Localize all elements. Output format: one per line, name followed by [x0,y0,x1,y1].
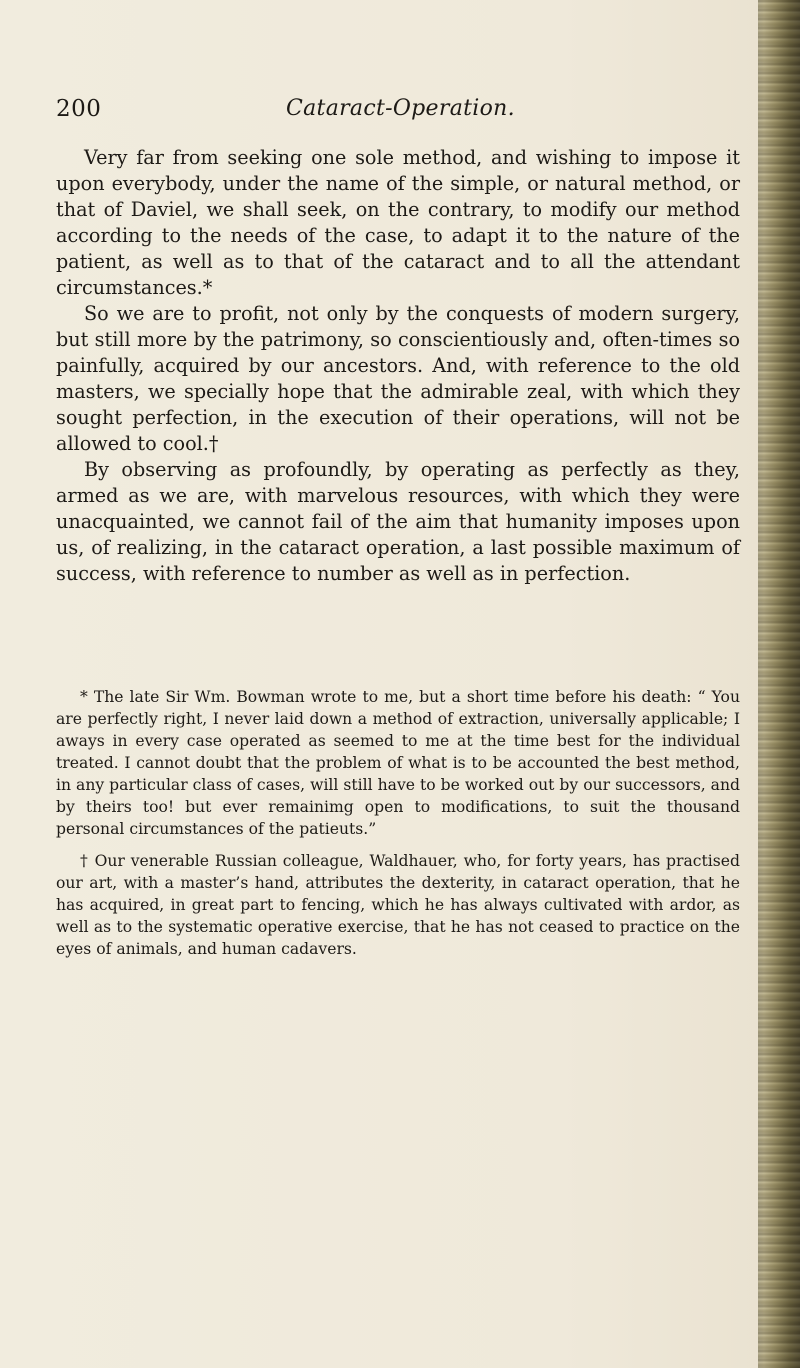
main-text [56,145,740,587]
paragraph: By observing as profoundly, by operating as perfectly as they, armed as we are, with marvelous resources, with which they were unacquainted, we cannot fail of the aim that humanity imposes upon us, of realizing, in the cataract operation, a last possible maximum of success, with reference to number as well as in perfection. [56,458,740,585]
page-header [56,96,746,128]
page-edge-binding [758,0,800,1368]
paragraph: Very far from seeking one sole method, and wishing to impose it upon everybody, under the name of the simple, or natural method, or that of Daviel, we shall seek, on the contrary, to modify our method according to the needs of the case, to adapt it to the nature of the patient, as well as to that of the cataract and to all the attendant circumstances.* [56,146,740,299]
footnote: * The late Sir Wm. Bowman wrote to me, but a short time before his death: “ You are perfectly right, I never laid down a method of extraction, universally applicable; I aways in every case operated as seemed to me at the time best for the individual treated. I cannot doubt that the problem of what is to be accounted the best method, in any particular class of cases, will still have to be worked out by our successors, and by theirs too! but ever remainimg open to modifications, to suit the thousand personal circumstances of the patieuts.” [56,688,740,838]
footnote: † Our venerable Russian colleague, Waldhauer, who, for forty years, has practised our art, with a master’s hand, attributes the dexterity, in cataract operation, that he has acquired, in great part to fencing, which he has always cultivated with ardor, as well as to the systematic operative exercise, that he has not ceased to practice on the eyes of animals, and human cadavers. [56,852,740,958]
footnotes [56,686,740,960]
page-number: 200 [56,96,102,122]
running-title: Cataract-Operation. [286,96,515,121]
paragraph: So we are to profit, not only by the conquests of modern surgery, but still more by the patrimony, so conscientiously and, often-times so painfully, acquired by our ancestors. And, with reference to the old masters, we specially hope that the admirable zeal, with which they sought perfection, in the execution of their operations, will not be allowed to cool.† [56,302,740,455]
